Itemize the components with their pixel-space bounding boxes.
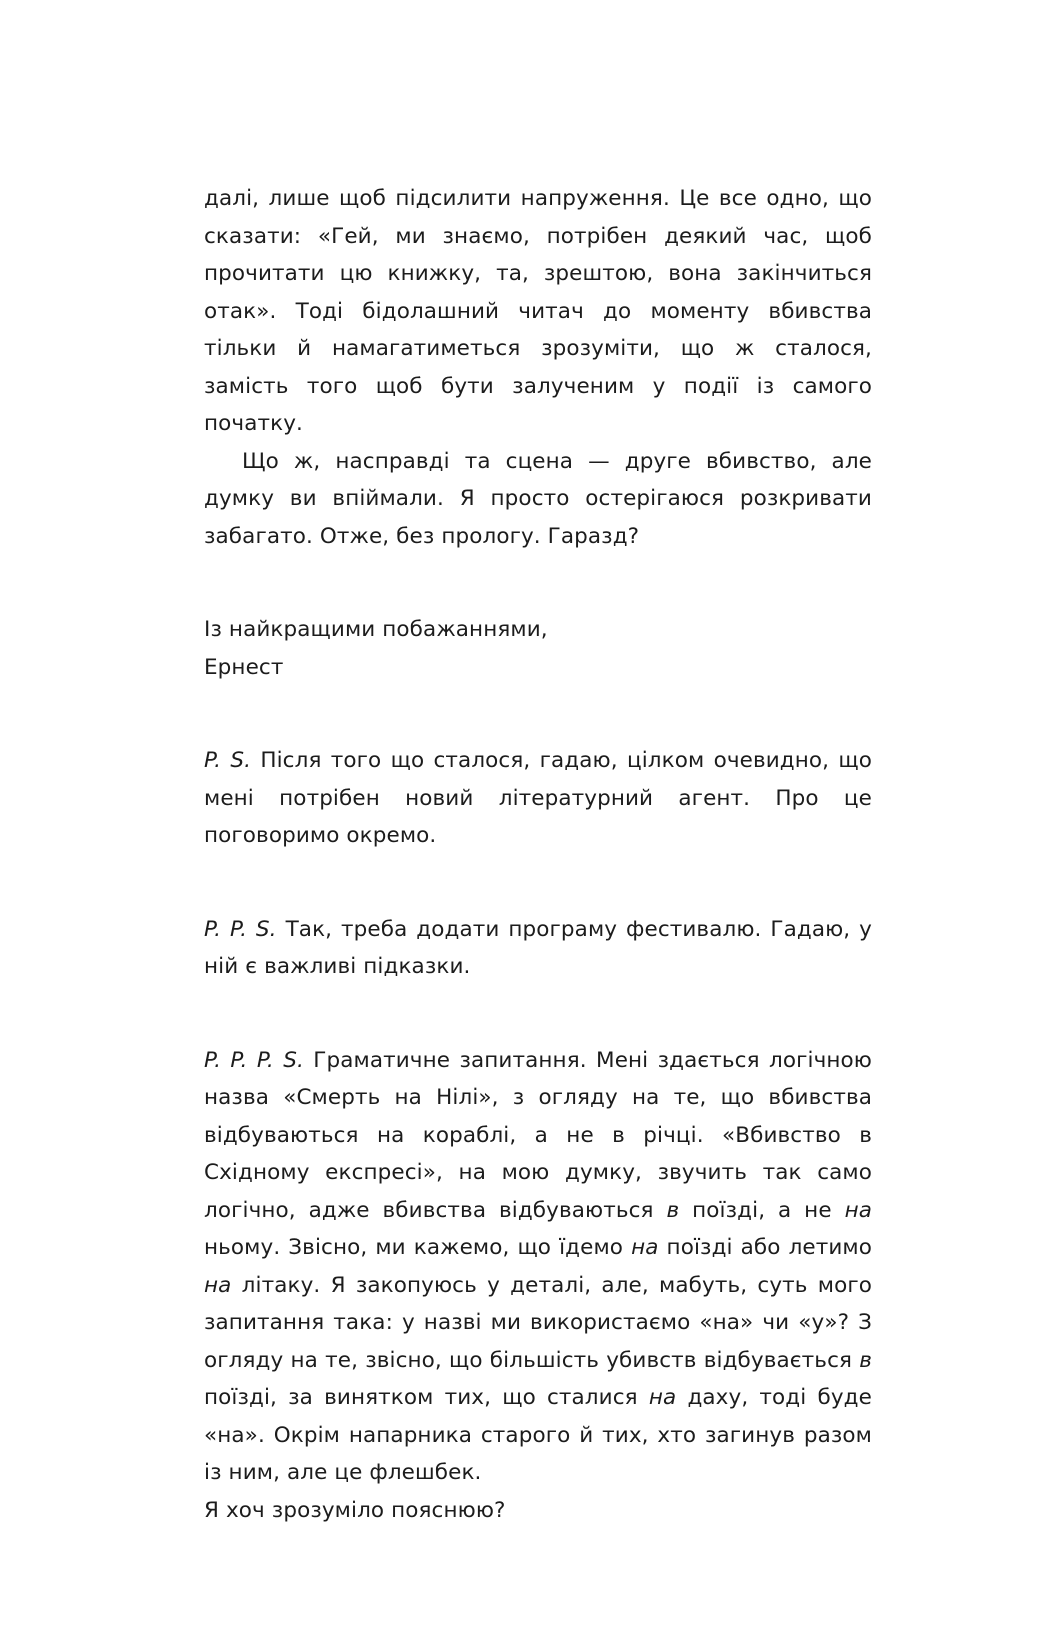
text-run: поїзді, за винятком тих, що сталися <box>204 1385 649 1410</box>
emphasis-word: на <box>648 1385 677 1410</box>
emphasis-word: на <box>204 1272 232 1298</box>
emphasis-word: в <box>666 1197 680 1223</box>
postscript-2-label: P. P. S. <box>204 916 277 942</box>
postscript-3-label: P. P. P. S. <box>204 1047 304 1073</box>
text-run: даху, тоді буде «на». Окрім напарника старого й тих, хто загинув разом із ним, але це флешбек. <box>204 1385 872 1485</box>
paragraph-second-murder: Що ж, насправді та сцена — друге вбивство, але думку ви впіймали. Я просто остерігаюся розкривати забагато. Отже, без прологу. Гаразд? <box>204 448 872 549</box>
postscript-2 <box>204 911 872 986</box>
text-run: поїзді або летимо <box>658 1235 873 1260</box>
postscript-1 <box>204 742 872 855</box>
emphasis-word: на <box>631 1235 659 1260</box>
postscript-3-text <box>204 1048 872 1486</box>
signoff-line-2: Ернест <box>204 654 284 680</box>
paragraph-continuation: далі, лише щоб підсилити напруження. Це все одно, що сказати: «Гей, ми знаємо, потрібен деякий час, щоб прочитати цю книжку, та, зрештою, вона закінчиться отак». Тоді бідолашний читач до моменту вбивства тільки й намагатиметься зрозуміти, що ж сталося, замість того щоб бути залученим у події із самого початку. <box>204 186 872 436</box>
text-run: ньому. Звісно, ми кажемо, що їдемо <box>204 1235 632 1260</box>
text-run: Граматичне запитання. Мені здається логічною назва «Смерть на Нілі», з огляду на те, що вбивства відбуваються на кораблі, а не в річці. «Вбивство в Східному експресі», на мою думку, звучить так само логічно, адже вбивства відбуваються <box>204 1047 872 1223</box>
text-run: поїзді, а не <box>679 1197 845 1223</box>
postscript-3-closing-line: Я хоч зрозуміло пояснюю? <box>204 1497 506 1523</box>
emphasis-word: на <box>844 1197 872 1223</box>
postscript-1-label: P. S. <box>204 748 252 773</box>
postscript-3 <box>204 1042 872 1492</box>
emphasis-word: в <box>859 1347 872 1373</box>
postscript-2-text: Так, треба додати програму фестивалю. Гадаю, у ній є важливі підказки. <box>204 916 872 979</box>
page-text-block <box>204 180 872 1529</box>
postscript-1-text: Після того що сталося, гадаю, цілком очевидно, що мені потрібен новий літературний агент. Про це поговоримо окремо. <box>204 748 873 848</box>
signoff-line-1: Із найкращими побажаннями, <box>204 617 548 642</box>
text-run: літаку. Я закопуюсь у деталі, але, мабуть, суть мого запитання така: у назві ми використаємо «на» чи «у»? З огляду на те, звісно, що більшість убивств відбувається <box>204 1272 872 1373</box>
